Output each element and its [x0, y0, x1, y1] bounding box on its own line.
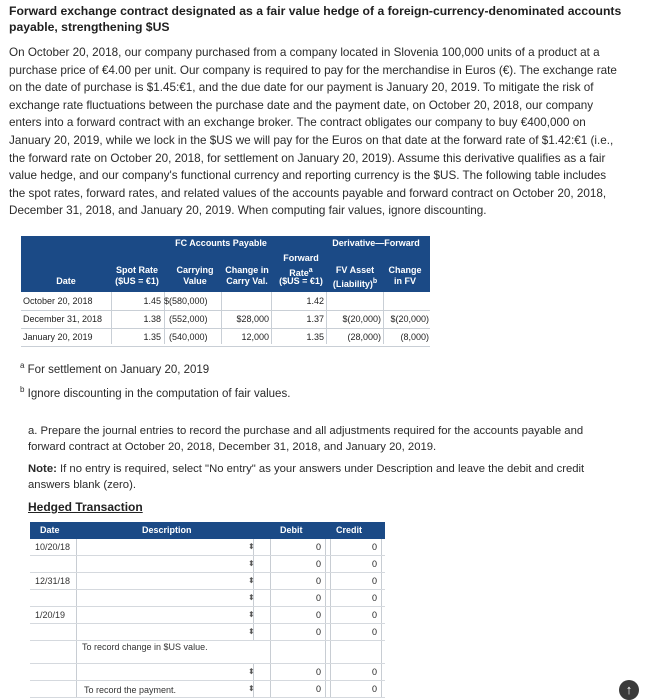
paragraph-line: the spot rates, forward rates, and related values of the accounts payable and forward contract on October 20, 2018, — [9, 186, 607, 200]
select-arrow-icon[interactable]: ⬍ — [248, 542, 255, 551]
select-arrow-icon[interactable]: ⬍ — [248, 667, 255, 676]
date-cell[interactable] — [30, 590, 77, 606]
header-fwd-3: ($US = €1) — [279, 276, 323, 286]
select-arrow-icon[interactable]: ⬍ — [248, 559, 255, 568]
description-select[interactable] — [77, 539, 254, 555]
journal-row — [30, 624, 385, 641]
credit-input[interactable]: 0 — [330, 664, 382, 680]
footnote-a: $^a$ For settlement on January 20, 2019 — [20, 361, 210, 376]
description-select[interactable] — [77, 607, 254, 623]
date-cell[interactable]: 12/31/18 — [30, 573, 77, 589]
header-spot-1: Spot Rate — [115, 265, 158, 275]
date-cell[interactable] — [30, 624, 77, 640]
paragraph-line: exchange rate fluctuations between the purchase date and the payment date, on October 20, 2018, our company — [9, 98, 594, 112]
description-select[interactable] — [77, 573, 254, 589]
debit-input[interactable]: 0 — [270, 539, 326, 555]
journal-row — [30, 590, 385, 607]
journal-row — [30, 573, 385, 590]
date-cell[interactable] — [30, 556, 77, 572]
credit-input[interactable]: 0 — [330, 556, 382, 572]
question-note: Note: If no entry is required, select "No entry" as your answers under Description and leave the debit and credit answers blank (zero). — [28, 463, 585, 491]
journal-row — [30, 607, 385, 624]
scroll-up-button[interactable]: ↑ — [619, 680, 639, 700]
description-select[interactable] — [77, 624, 254, 640]
memo-payment-text: To record the payment. — [84, 685, 177, 695]
description-select[interactable] — [77, 664, 254, 680]
paragraph-line: January 20, 2019, while we lock in the $US we will pay for the Euros on that date at the forward rate of $1.42:€1 (i.e., — [9, 133, 614, 147]
journal-header — [30, 522, 385, 539]
select-arrow-icon[interactable]: ⬍ — [248, 576, 255, 585]
debit-input[interactable]: 0 — [270, 590, 326, 606]
credit-input[interactable]: 0 — [330, 624, 382, 640]
debit-input[interactable]: 0 — [270, 573, 326, 589]
memo-change-text: To record change in $US value. — [82, 642, 208, 652]
header-debit: Debit — [280, 525, 303, 535]
paragraph-line: purchase price of €4.00 per unit. Our company is required to pay for the merchandise in Euros (€). The exchange rate — [9, 63, 617, 77]
debit-input[interactable]: 0 — [270, 556, 326, 572]
header-chg-2: in FV — [394, 276, 416, 286]
paragraph-line: value hedge, and our company's functional currency and reporting currency is the $US. The following table includes — [9, 169, 607, 183]
table-row: December 31, 2018 1.38 (552,000) $28,000 1.37 $(20,000) $(20,000) — [21, 311, 430, 329]
select-arrow-icon[interactable]: ⬍ — [248, 610, 255, 619]
header-change-1: Change in — [225, 265, 269, 275]
paragraph-line: December 31, 2018, and January 20, 2019. When computing fair values, ignore discounting. — [9, 204, 487, 218]
header-chg-1: Change — [388, 265, 422, 275]
rates-table — [21, 236, 430, 346]
debit-input[interactable]: 0 — [270, 624, 326, 640]
header-date: Date — [40, 525, 60, 535]
question-text: a. Prepare the journal entries to record the purchase and all adjustments required for the accounts payable and forward contract at October 20, 2018, December 31, 2018, and January 20, 2019. — [28, 425, 584, 453]
journal-entry-grid — [30, 522, 385, 700]
paragraph-line: On October 20, 2018, our company purchased from a company located in Slovenia 100,000 units of a product at a — [9, 46, 600, 59]
credit-input[interactable]: 0 — [330, 590, 382, 606]
select-arrow-icon[interactable]: ⬍ — [248, 627, 255, 636]
date-cell[interactable] — [30, 664, 77, 680]
group-derivative-forward: Derivative—Forward — [332, 238, 420, 248]
header-carry-1: Carrying — [176, 265, 214, 275]
header-fv-2: (Liability)$^b$ — [332, 278, 378, 289]
select-arrow-icon[interactable]: ⬍ — [248, 684, 255, 693]
journal-row — [30, 556, 385, 573]
header-change-2: Carry Val. — [226, 276, 268, 286]
date-cell[interactable]: 10/20/18 — [30, 539, 77, 555]
debit-input[interactable]: 0 — [270, 681, 326, 697]
rates-table-header — [21, 236, 430, 292]
select-arrow-icon[interactable]: ⬍ — [248, 593, 255, 602]
date-cell[interactable]: 1/20/19 — [30, 607, 77, 623]
header-spot-2: ($US = €1) — [115, 276, 159, 286]
description-select[interactable] — [77, 556, 254, 572]
journal-row — [30, 539, 385, 556]
problem-paragraph — [9, 44, 641, 220]
header-fwd-2: Rate$^a$ — [289, 267, 313, 278]
footnote-b: $^b$ Ignore discounting in the computation of fair values. — [20, 385, 291, 400]
header-fv-1: FV Asset — [335, 265, 375, 275]
description-select[interactable] — [77, 590, 254, 606]
table-row: January 20, 2019 1.35 (540,000) 12,000 1.35 (28,000) (8,000) — [21, 329, 430, 347]
header-date: Date — [56, 276, 76, 286]
debit-input[interactable]: 0 — [270, 607, 326, 623]
paragraph-line: on the date of purchase is $1.45:€1, and the due date for our payment is January 20, 2019. To mitigate the risk of — [9, 81, 594, 95]
header-fwd-1: Forward — [283, 253, 319, 263]
paragraph-line: the forward rate on October 20, 2018, for settlement on January 20, 2019). Assume this derivative qualifies as a fair — [9, 151, 606, 165]
memo-row — [30, 641, 385, 664]
credit-input[interactable]: 0 — [330, 573, 382, 589]
hedged-transaction-heading: Hedged Transaction — [28, 500, 143, 514]
header-description: Description — [142, 525, 192, 535]
credit-input[interactable]: 0 — [330, 539, 382, 555]
table-row: October 20, 2018 1.45 $(580,000) 1.42 — [21, 293, 430, 311]
group-fc-accounts-payable: FC Accounts Payable — [175, 238, 267, 248]
header-credit: Credit — [336, 525, 363, 535]
date-cell[interactable] — [30, 681, 77, 697]
debit-input[interactable]: 0 — [270, 664, 326, 680]
paragraph-line: enters into a forward contract with an exchange broker. The contract obligates our company to buy €400,000 on — [9, 116, 586, 130]
page-title: Forward exchange contract designated as a fair value hedge of a foreign-currency-denominated accounts payable, strengthening $US — [9, 4, 622, 34]
header-carry-2: Value — [183, 276, 207, 286]
journal-row — [30, 664, 385, 681]
credit-input[interactable]: 0 — [330, 607, 382, 623]
credit-input[interactable]: 0 — [330, 681, 382, 697]
